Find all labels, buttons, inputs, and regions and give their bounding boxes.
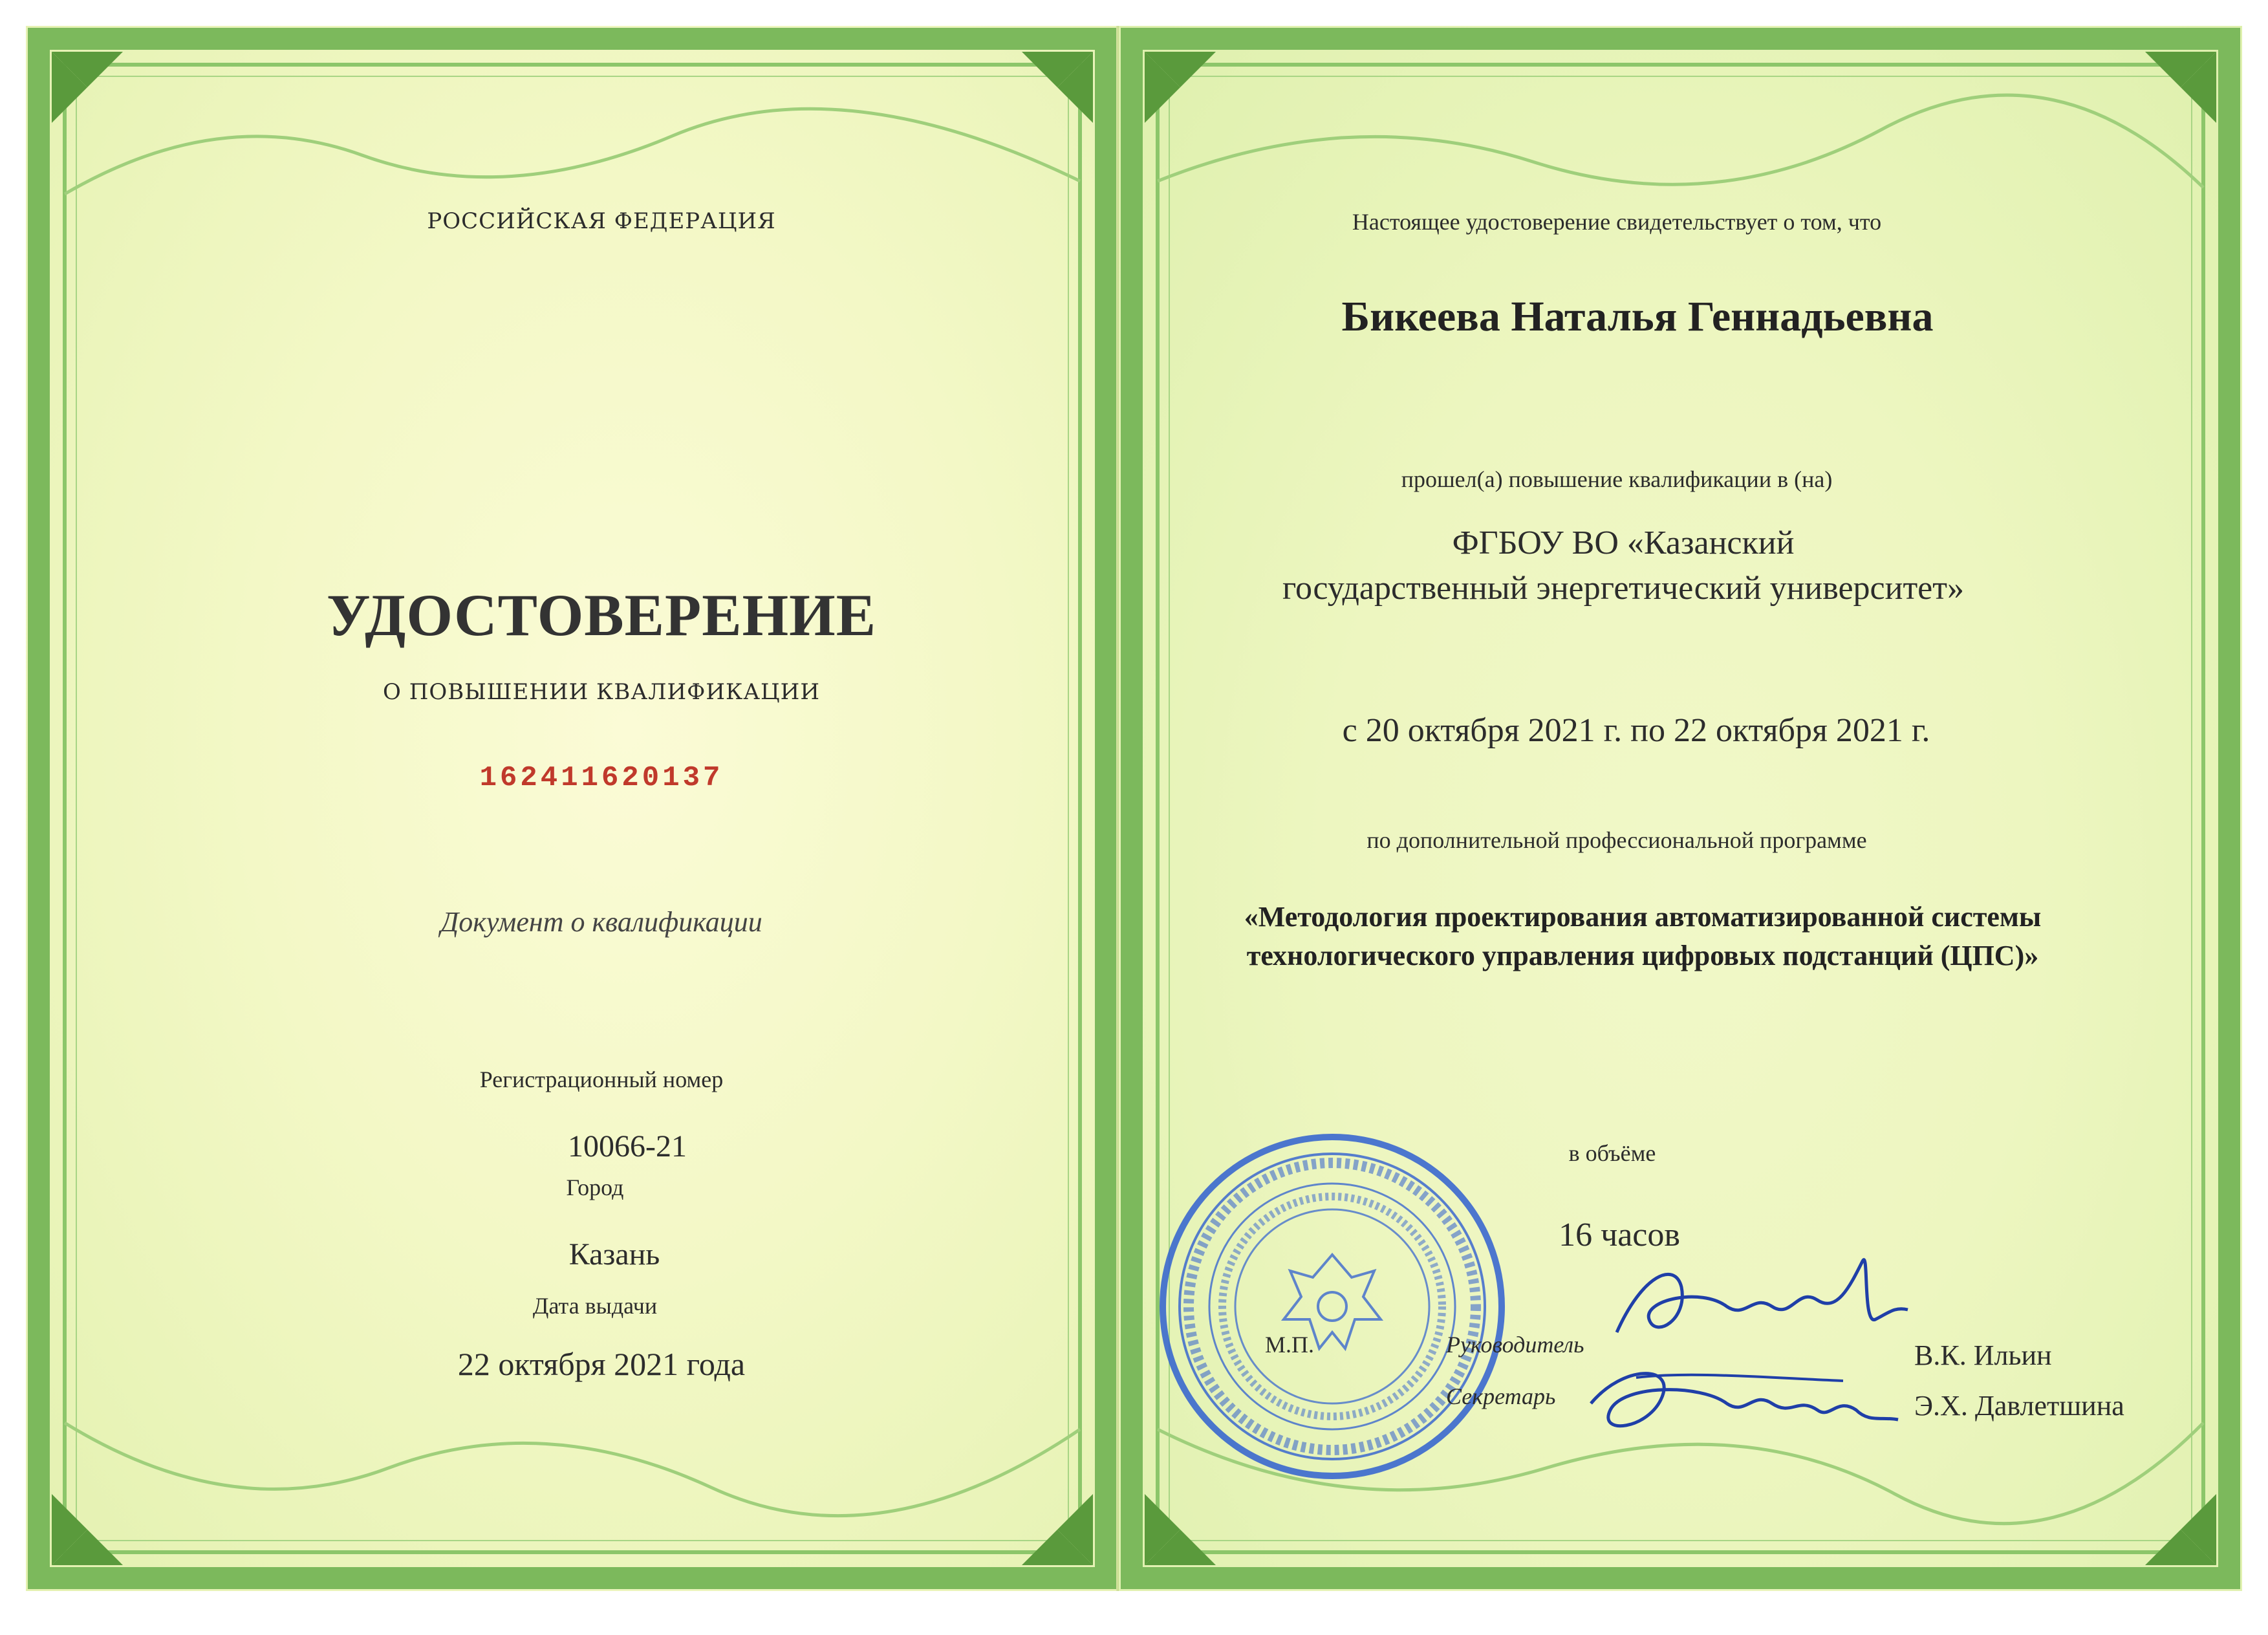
passed-text: прошел(а) повышение квалификации в (на) [1401, 466, 1833, 492]
document-subtitle: О ПОВЫШЕНИИ КВАЛИФИКАЦИИ [383, 679, 820, 705]
registration-label: Регистрационный номер [479, 1067, 724, 1092]
training-period: с 20 октября 2021 г. по 22 октября 2021 г. [1342, 712, 1930, 749]
official-round-seal [1151, 1125, 1513, 1488]
head-signature [1604, 1248, 1914, 1358]
serial-number: 162411620137 [479, 762, 724, 794]
organization-line-2: государственный энергетический университет» [1282, 570, 1964, 607]
seal-place-label: М.П. [1265, 1332, 1315, 1358]
program-label: по дополнительной профессиональной программе [1366, 827, 1867, 853]
head-role-label: Руководитель [1446, 1332, 1584, 1358]
program-title-line-1: «Методология проектирования автоматизированной системы [1244, 901, 2042, 933]
document-type: Документ о квалификации [440, 906, 762, 938]
head-name: В.К. Ильин [1914, 1339, 2052, 1371]
program-title-line-2: технологического управления цифровых подстанций (ЦПС)» [1246, 940, 2039, 971]
issue-date-value: 22 октября 2021 года [457, 1346, 746, 1382]
recipient-name: Бикеева Наталья Геннадьевна [1341, 293, 1934, 340]
country-label: РОССИЙСКАЯ ФЕДЕРАЦИЯ [427, 208, 776, 234]
certificate-right-page [1119, 26, 2242, 1591]
secretary-name: Э.Х. Давлетшина [1914, 1390, 2124, 1422]
hours-value: 16 часов [1559, 1217, 1680, 1253]
organization-line-1: ФГБОУ ВО «Казанский [1452, 525, 1795, 561]
secretary-signature [1571, 1352, 1908, 1462]
certificate-left-page [26, 26, 1119, 1591]
city-label: Город [566, 1175, 624, 1200]
registration-number: 10066-21 [568, 1129, 687, 1164]
document-title: УДОСТОВЕРЕНИЕ [326, 582, 877, 648]
intro-text: Настоящее удостоверение свидетельствует о том, что [1352, 209, 1882, 235]
issue-date-label: Дата выдачи [532, 1293, 658, 1319]
secretary-role-label: Секретарь [1446, 1383, 1556, 1409]
volume-label: в объёме [1568, 1140, 1656, 1166]
city-value: Казань [568, 1237, 660, 1272]
